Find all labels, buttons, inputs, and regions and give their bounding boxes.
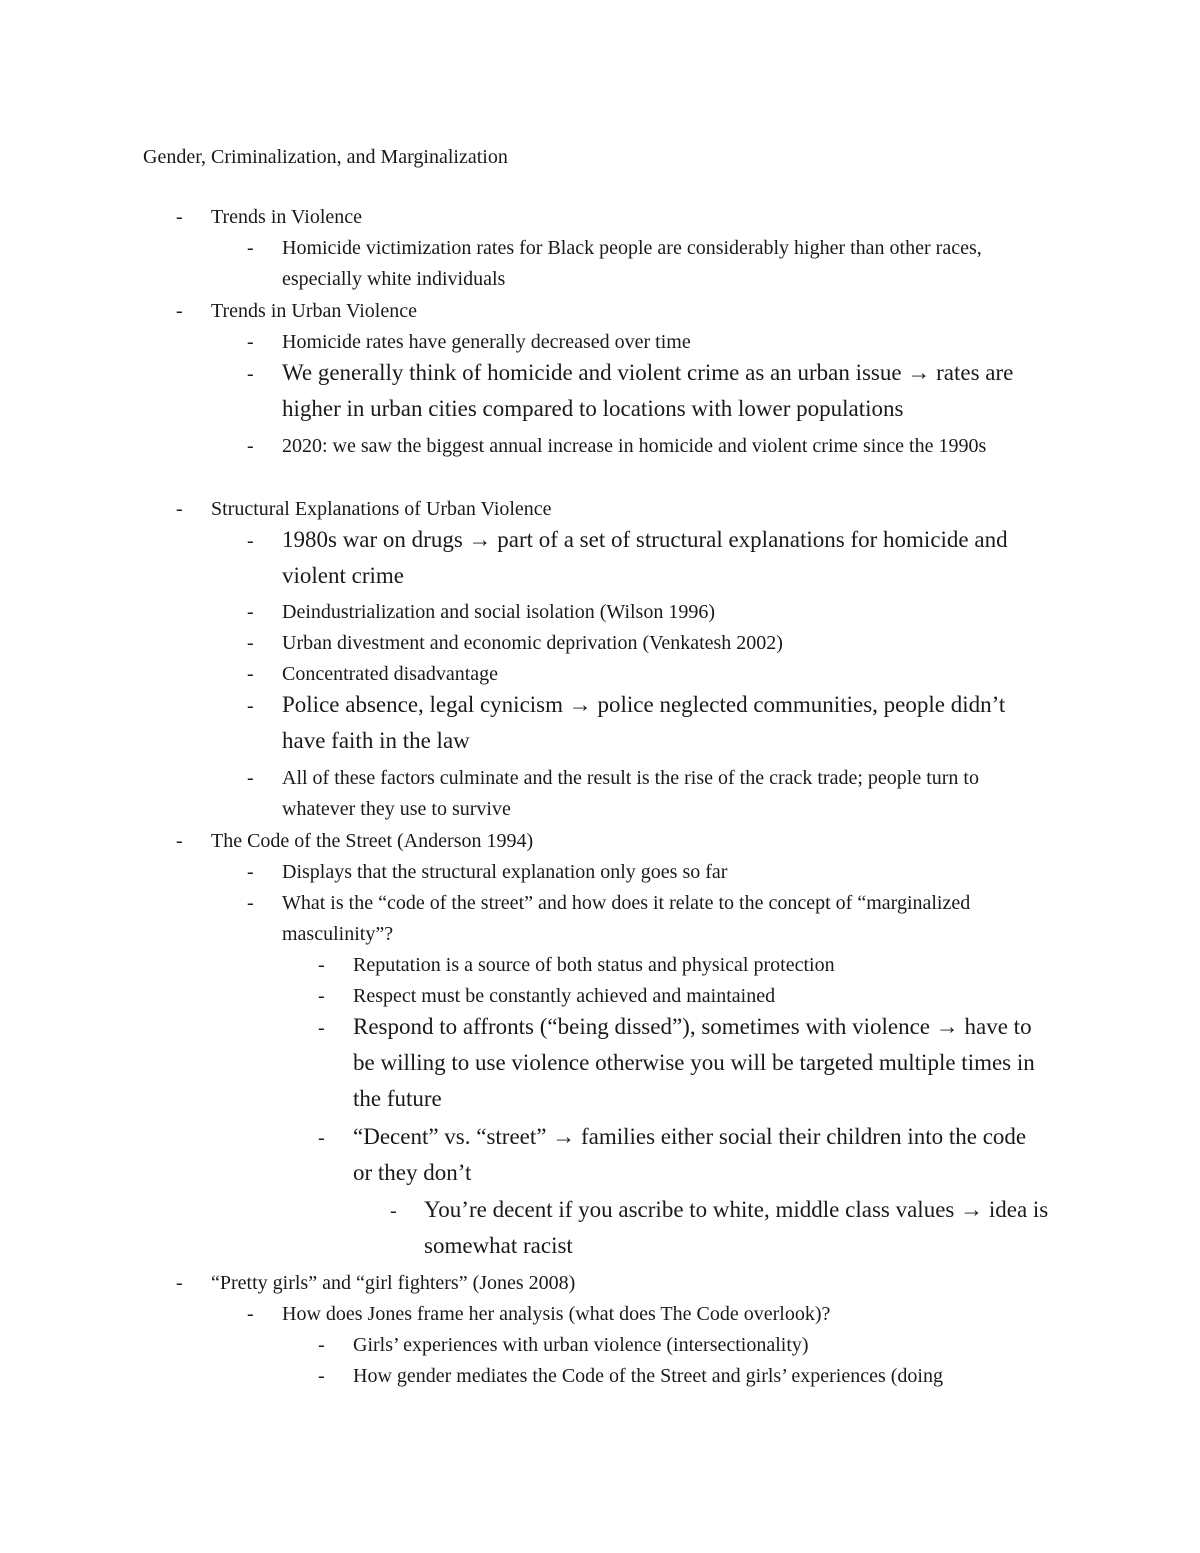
bullet-dash: - xyxy=(318,1334,325,1356)
bullet-dash: - xyxy=(247,435,254,457)
list-item-text: Trends in Urban Violence xyxy=(211,300,417,322)
list-item-text: Reputation is a source of both status and physical protection xyxy=(353,954,835,976)
bullet-dash: - xyxy=(318,1365,325,1387)
list-item-text: Police absence, legal cynicism → police neglected communities, people didn’t have faith in the law xyxy=(282,692,1006,753)
bullet-dash: - xyxy=(176,1272,183,1294)
bullet-dash: - xyxy=(247,892,254,914)
bullet-dash: - xyxy=(247,861,254,883)
list-item-text: “Decent” vs. “street” → families either social their children into the code or they don’t xyxy=(353,1124,1027,1185)
list-item-text: Homicide rates have generally decreased over time xyxy=(282,331,691,353)
list-item-text: How gender mediates the Code of the Street and girls’ experiences (doing xyxy=(353,1365,943,1387)
bullet-dash: - xyxy=(247,1303,254,1325)
list-item-text: What is the “code of the street” and how does it relate to the concept of “marginalized masculinity”? xyxy=(282,892,971,945)
bullet-dash: - xyxy=(176,206,183,228)
list-item-text: Girls’ experiences with urban violence (intersectionality) xyxy=(353,1334,809,1356)
list-item-text: Respect must be constantly achieved and maintained xyxy=(353,985,776,1007)
bullet-dash: - xyxy=(176,498,183,520)
list-item-text: Urban divestment and economic deprivation (Venkatesh 2002) xyxy=(282,632,783,654)
bullet-dash: - xyxy=(176,830,183,852)
list-item-text: How does Jones frame her analysis (what does The Code overlook)? xyxy=(282,1303,831,1325)
list-item-text: 2020: we saw the biggest annual increase in homicide and violent crime since the 1990s xyxy=(282,435,987,457)
list-item-text: Deindustrialization and social isolation (Wilson 1996) xyxy=(282,601,715,623)
list-item-text: Respond to affronts (“being dissed”), sometimes with violence → have to be willing to use violence otherwise you will be targeted multiple times in the future xyxy=(353,1014,1035,1111)
bullet-dash: - xyxy=(247,632,254,654)
document-title: Gender, Criminalization, and Marginalization xyxy=(143,146,508,168)
bullet-dash: - xyxy=(318,1017,325,1039)
list-item-text: Homicide victimization rates for Black people are considerably higher than other races, especially white individuals xyxy=(282,237,982,290)
list-item-text: The Code of the Street (Anderson 1994) xyxy=(211,830,534,852)
list-item-text: Trends in Violence xyxy=(211,206,363,228)
bullet-dash: - xyxy=(176,300,183,322)
bullet-dash: - xyxy=(318,1127,325,1149)
bullet-dash: - xyxy=(247,663,254,685)
list-item-text: Displays that the structural explanation only goes so far xyxy=(282,861,728,883)
list-item-text: All of these factors culminate and the result is the rise of the crack trade; people turn to whatever they use to survive xyxy=(282,767,979,820)
bullet-dash: - xyxy=(247,331,254,353)
list-item-text: You’re decent if you ascribe to white, middle class values → idea is somewhat racist xyxy=(424,1197,1049,1258)
bullet-dash: - xyxy=(318,985,325,1007)
list-item-text: “Pretty girls” and “girl fighters” (Jones 2008) xyxy=(211,1272,576,1294)
bullet-dash: - xyxy=(247,601,254,623)
bullet-dash: - xyxy=(390,1200,397,1222)
list-item-text: Concentrated disadvantage xyxy=(282,663,499,685)
bullet-dash: - xyxy=(247,363,254,385)
bullet-dash: - xyxy=(247,695,254,717)
list-item-text: We generally think of homicide and violent crime as an urban issue → rates are higher in urban cities compared to locations with lower populations xyxy=(282,360,1014,421)
list-item-text: 1980s war on drugs → part of a set of structural explanations for homicide and violent crime xyxy=(282,527,1008,588)
bullet-dash: - xyxy=(247,767,254,789)
bullet-dash: - xyxy=(247,530,254,552)
list-item-text: Structural Explanations of Urban Violence xyxy=(211,498,552,520)
bullet-dash: - xyxy=(318,954,325,976)
bullet-dash: - xyxy=(247,237,254,259)
